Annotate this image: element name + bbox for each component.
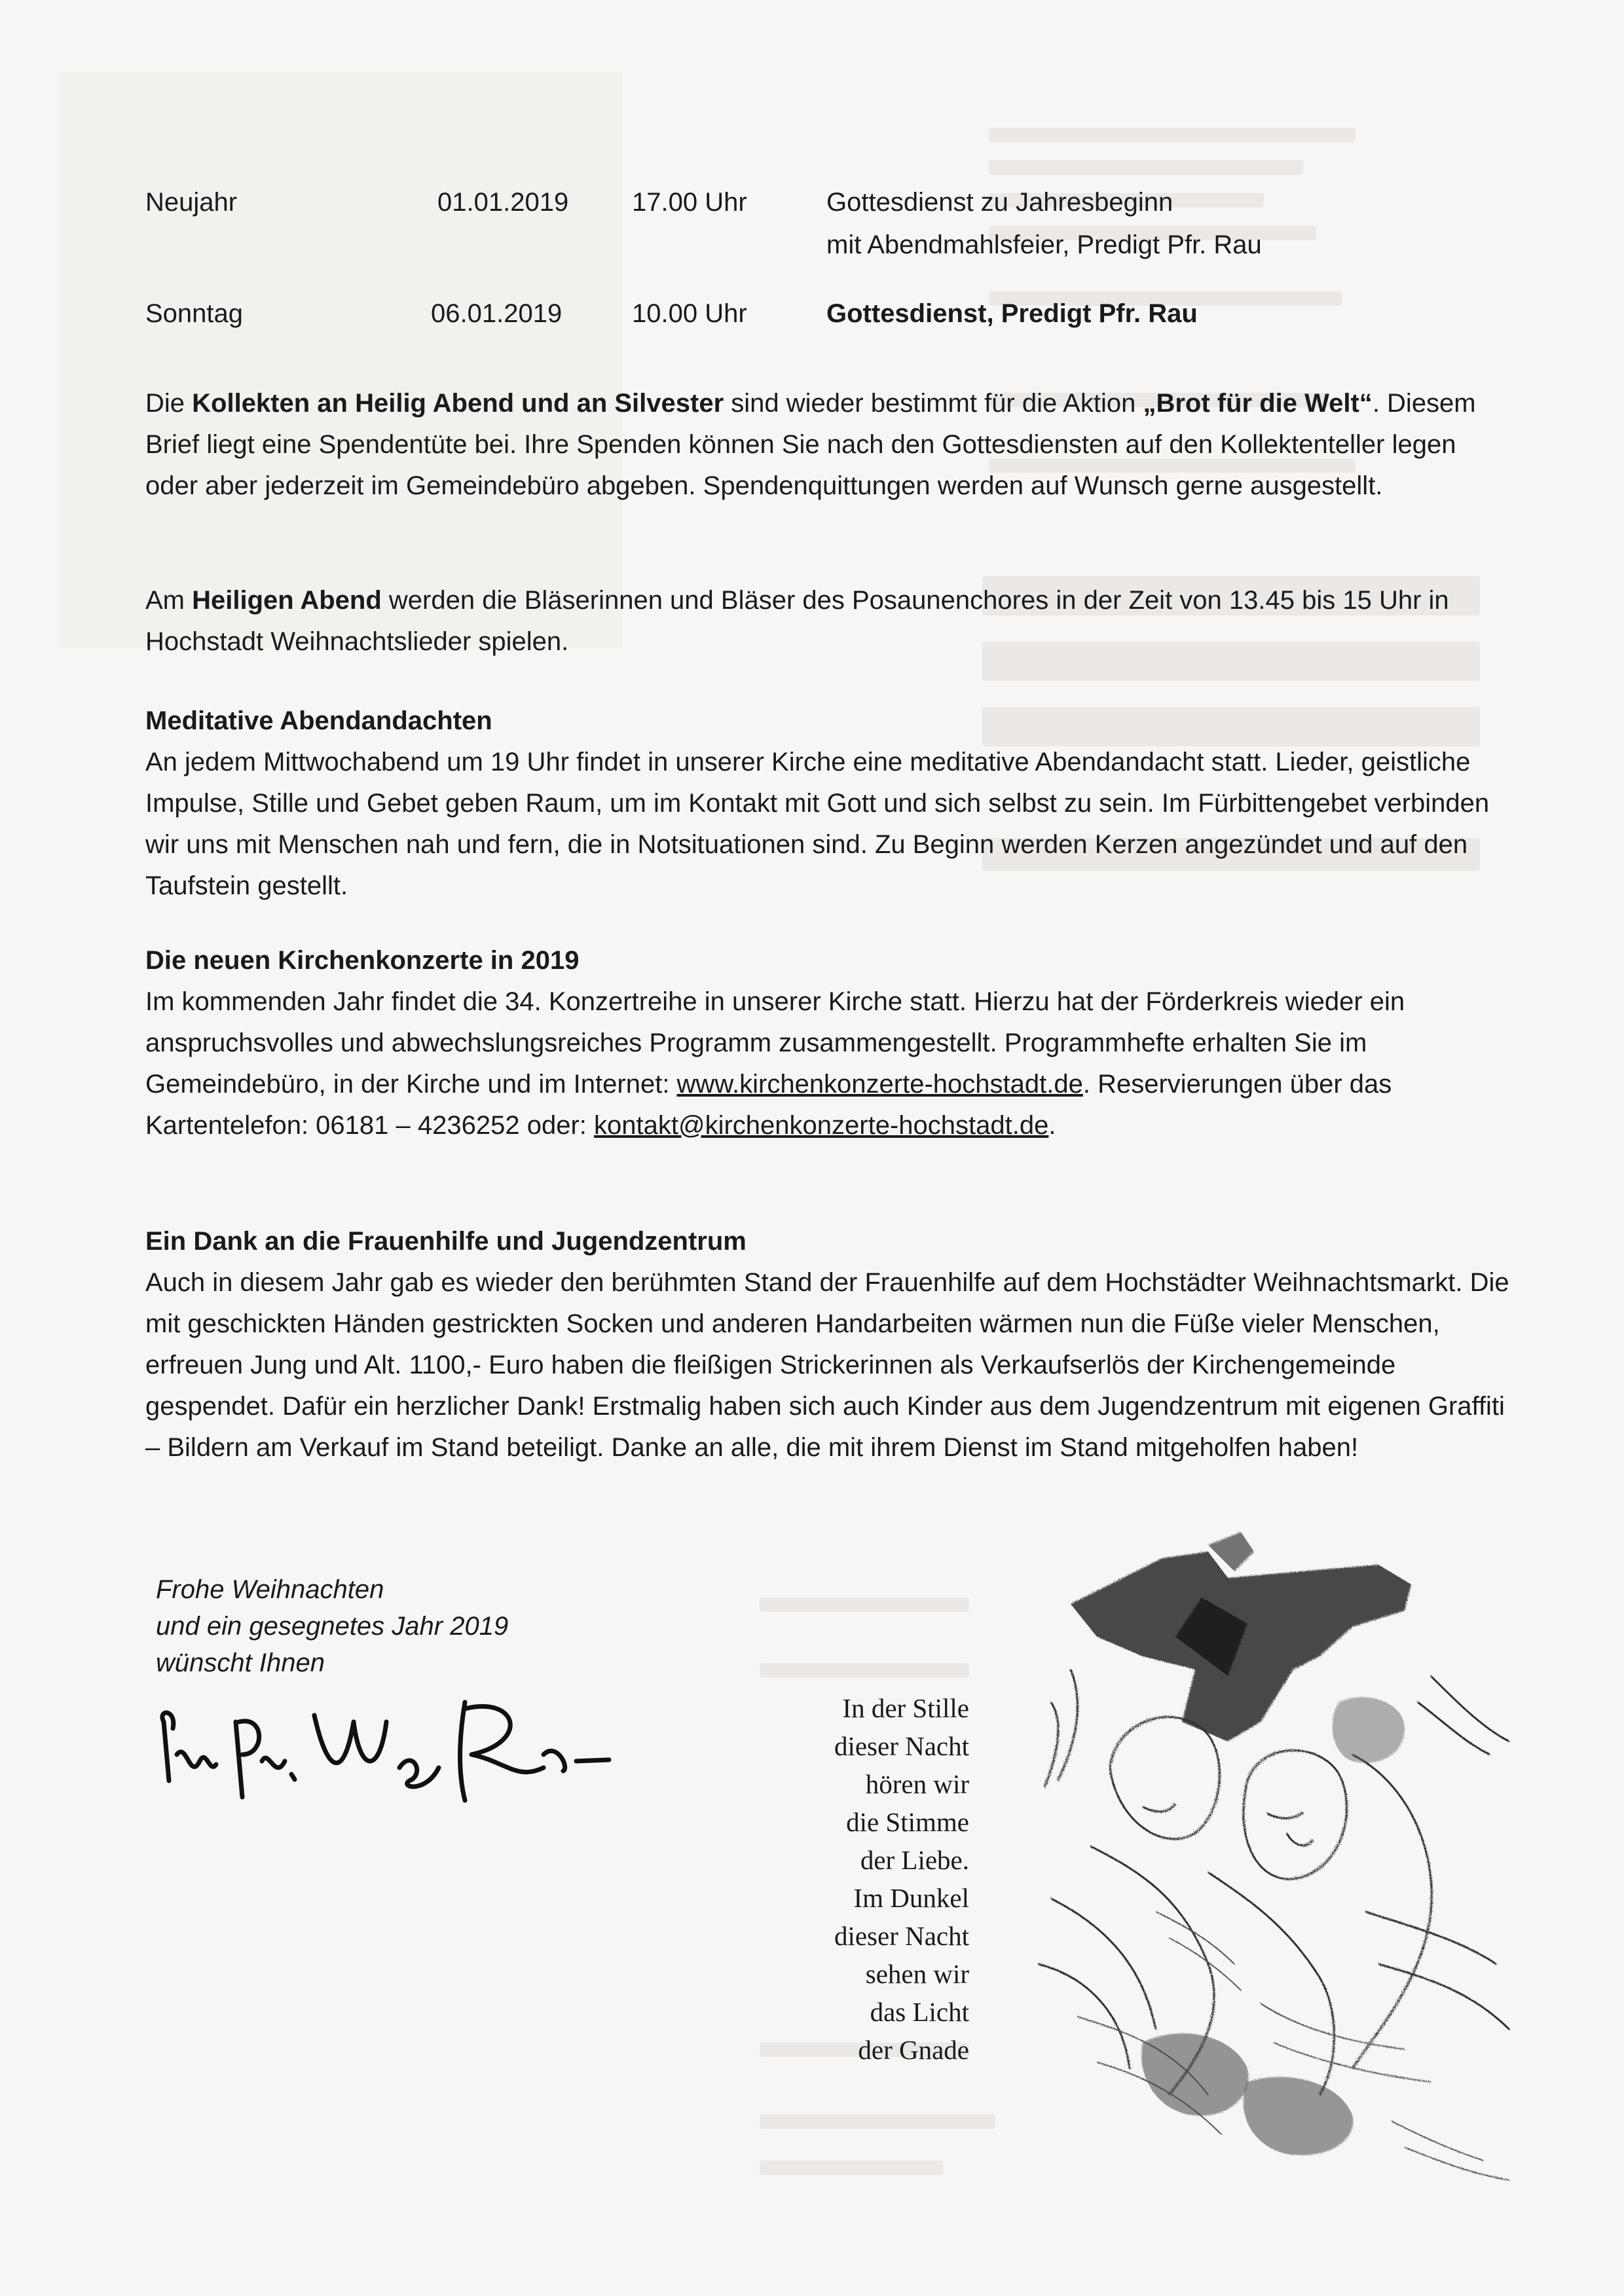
section-body: Im kommenden Jahr findet die 34. Konzertreihe in unserer Kirche statt. Hierzu hat der Förderkreis wieder ein anspruchsvolles und abwechslungsreiches Programm zusammengestellt. Programmhefte erhalten Sie im Gemeindebüro, in der Kirche und im Internet: bbox=[145, 987, 1405, 1099]
meditativ-section bbox=[145, 701, 1514, 907]
schedule-event bbox=[826, 295, 1198, 333]
schedule-time: 17.00 Uhr bbox=[632, 188, 747, 217]
schedule-date: 01.01.2019 bbox=[437, 188, 569, 217]
website-link[interactable]: www.kirchenkonzerte-hochstadt.de bbox=[676, 1070, 1083, 1099]
greeting-line: wünscht Ihnen bbox=[156, 1649, 325, 1677]
heiligabend-highlight: Heiligen Abend bbox=[192, 586, 382, 615]
greeting-line: und ein gesegnetes Jahr 2019 bbox=[156, 1612, 509, 1641]
showthrough-line bbox=[760, 1597, 969, 1612]
showthrough-line bbox=[760, 1663, 969, 1677]
showthrough-line bbox=[989, 160, 1303, 175]
handwritten-signature-icon bbox=[151, 1683, 622, 1813]
kollekte-highlight: Kollekten an Heilig Abend und an Silvester bbox=[192, 389, 724, 418]
showthrough-line bbox=[760, 2160, 943, 2175]
heiligabend-paragraph bbox=[145, 580, 1514, 663]
heiligabend-text: Am bbox=[145, 586, 193, 615]
schedule-date: 06.01.2019 bbox=[431, 299, 563, 328]
schedule-time: 10.00 Uhr bbox=[632, 299, 747, 328]
kollekte-highlight: „Brot für die Welt“ bbox=[1143, 389, 1373, 418]
verse-line: dieser Nacht bbox=[834, 1921, 969, 1951]
section-body: . Reservierungen über das Kartentelefon: 06181 – 4236252 oder: bbox=[145, 1070, 1392, 1140]
kollekte-text: Die bbox=[145, 389, 193, 418]
schedule-day: Sonntag bbox=[145, 299, 244, 328]
verse-line: sehen wir bbox=[865, 1959, 969, 1989]
heiligabend-text: werden die Bläserinnen und Bläser des Posaunenchores in der Zeit von 13.45 bis 15 Uhr in Hochstadt Weihnachtslieder spielen. bbox=[145, 586, 1449, 656]
konzerte-section bbox=[145, 940, 1514, 1146]
section-body: An jedem Mittwochabend um 19 Uhr findet in unserer Kirche eine meditative Abendandacht statt. Lieder, geistliche Impulse, Stille und Gebet geben Raum, um im Kontakt mit Gott und sich selbst zu sein. Im Fürbittengebet verbinden wir uns mit Menschen nah und fern, die in Notsituationen sind. Zu Beginn werden Kerzen angezündet und auf den Taufstein gestellt. bbox=[145, 748, 1490, 900]
verse-line: die Stimme bbox=[846, 1807, 969, 1837]
verse-line: das Licht bbox=[870, 1997, 969, 2027]
section-body: . bbox=[1048, 1111, 1056, 1140]
schedule-event-text: Gottesdienst, Predigt Pfr. Rau bbox=[826, 299, 1198, 328]
verse-line: hören wir bbox=[865, 1769, 969, 1799]
showthrough-line bbox=[760, 2115, 995, 2129]
section-heading: Ein Dank an die Frauenhilfe und Jugendzentrum bbox=[145, 1227, 747, 1256]
ink-sketch-illustration-icon bbox=[1012, 1506, 1522, 2187]
dank-section bbox=[145, 1221, 1514, 1468]
email-link[interactable]: kontakt@kirchenkonzerte-hochstadt.de bbox=[594, 1111, 1049, 1140]
section-heading: Meditative Abendandachten bbox=[145, 706, 492, 735]
verse bbox=[786, 1689, 969, 2069]
kollekte-text: . Diesem Brief liegt eine Spendentüte bei. Ihre Spenden können Sie nach den Gottesdiensten auf den Kollektenteller legen oder aber jederzeit im Gemeindebüro abgeben. Spendenquittungen werden auf Wunsch gerne ausgestellt. bbox=[145, 389, 1476, 500]
showthrough-line bbox=[989, 128, 1356, 142]
schedule-detail: mit Abendmahlsfeier, Predigt Pfr. Rau bbox=[826, 230, 1262, 259]
verse-line: der Liebe. bbox=[860, 1845, 969, 1875]
kollekte-text: sind wieder bestimmt für die Aktion bbox=[724, 389, 1143, 418]
schedule-event: Gottesdienst zu Jahresbeginn bbox=[826, 188, 1173, 217]
section-heading: Die neuen Kirchenkonzerte in 2019 bbox=[145, 946, 580, 975]
verse-line: Im Dunkel bbox=[853, 1883, 969, 1913]
showthrough-image bbox=[59, 72, 622, 648]
greeting-line: Frohe Weihnachten bbox=[156, 1575, 384, 1604]
verse-line: dieser Nacht bbox=[834, 1731, 969, 1761]
verse-line: In der Stille bbox=[842, 1693, 969, 1723]
schedule-day: Neujahr bbox=[145, 188, 238, 217]
verse-line: der Gnade bbox=[858, 2035, 969, 2065]
section-body: Auch in diesem Jahr gab es wieder den berühmten Stand der Frauenhilfe auf dem Hochstädter Weihnachtsmarkt. Die mit geschickten Händen gestrickten Socken und anderen Handarbeiten wärmen nun die Füße vieler Menschen, erfreuen Jung und Alt. 1100,- Euro haben die fleißigen Strickerinnen als Verkaufserlös der Kirchengemeinde gespendet. Dafür ein herzlicher Dank! Erstmalig haben sich auch Kinder aus dem Jugendzentrum mit eigenen Graffiti – Bildern am Verkauf im Stand beteiligt. Danke an alle, die mit ihrem Dienst im Stand mitgeholfen haben! bbox=[145, 1268, 1509, 1462]
kollekte-paragraph bbox=[145, 383, 1514, 507]
greeting bbox=[156, 1571, 508, 1681]
